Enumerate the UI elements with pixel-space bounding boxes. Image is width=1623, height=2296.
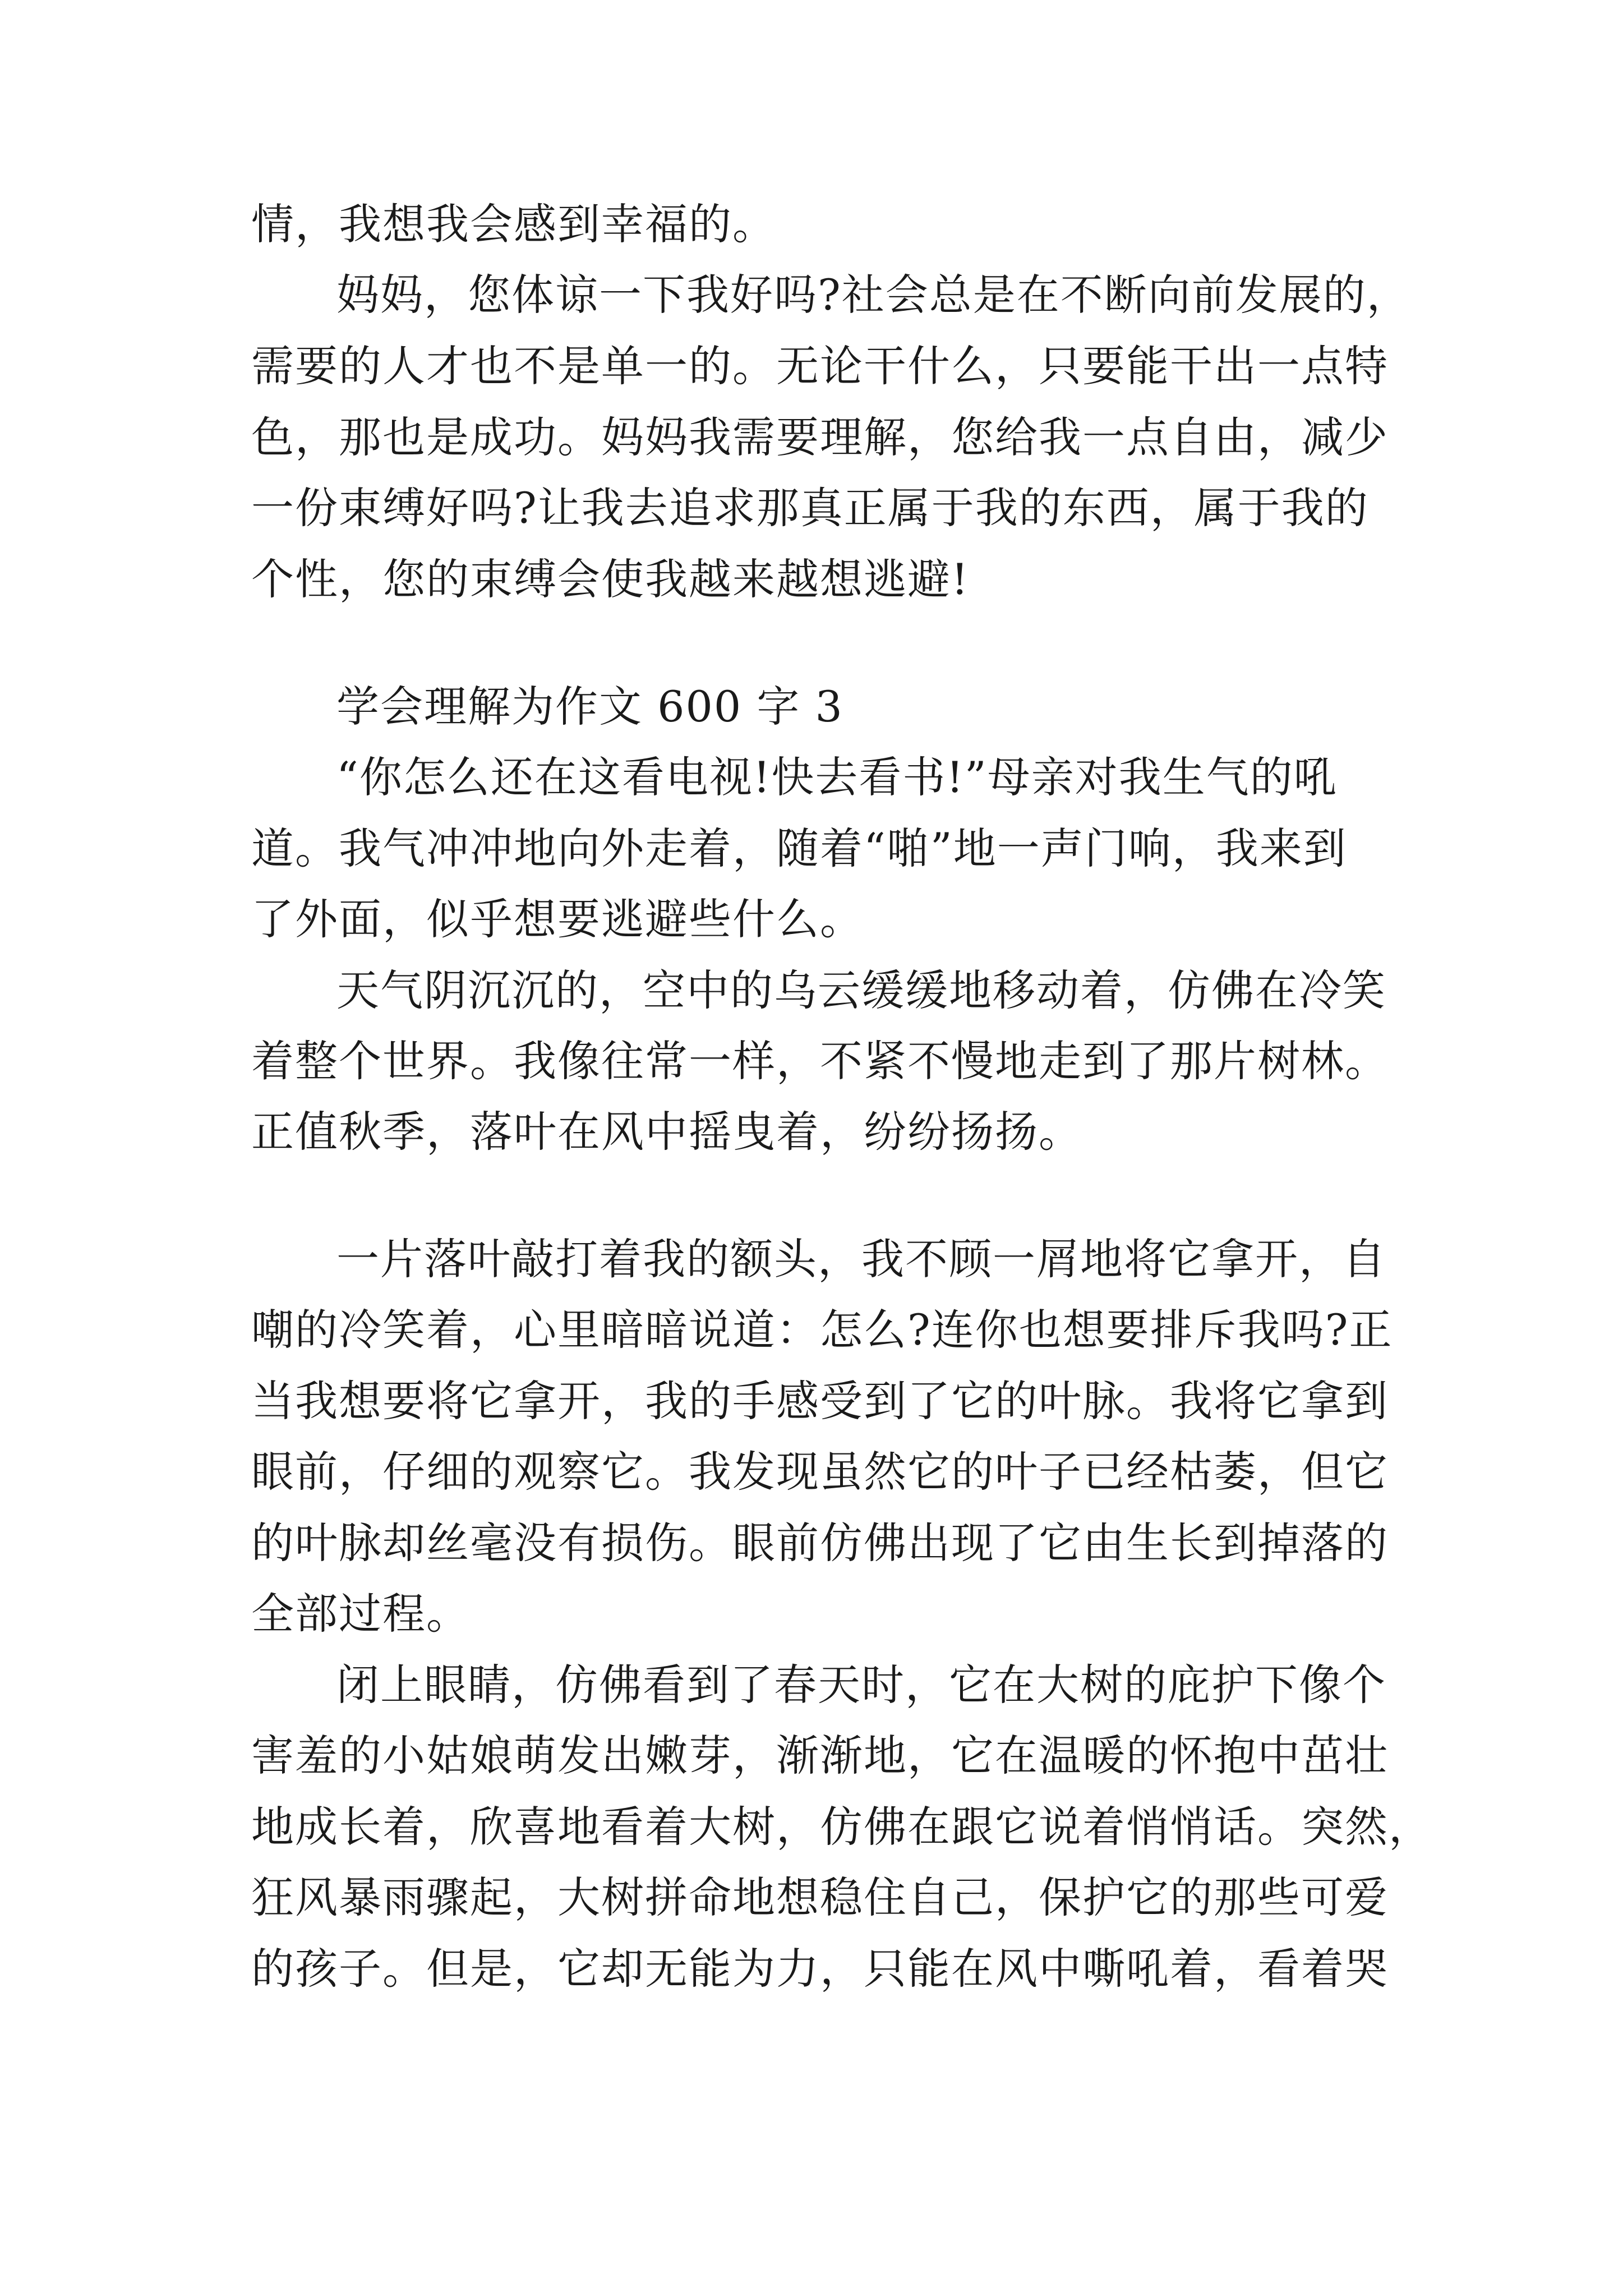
text-line: 害羞的小姑娘萌发出嫩芽，渐渐地，它在温暖的怀抱中茁壮 bbox=[251, 1731, 1389, 1780]
text-line: 色，那也是成功。妈妈我需要理解，您给我一点自由，减少 bbox=[251, 412, 1389, 462]
text-line: “你怎么还在这看电视!快去看书!”母亲对我生气的吼 bbox=[336, 752, 1338, 802]
text-line: 全部过程。 bbox=[251, 1589, 470, 1639]
text-line: 狂风暴雨骤起，大树拼命地想稳住自己，保护它的那些可爱 bbox=[251, 1872, 1389, 1922]
text-line: 一份束缚好吗?让我去追求那真正属于我的东西，属于我的 bbox=[251, 483, 1369, 533]
text-line: 需要的人才也不是单一的。无论干什么，只要能干出一点特 bbox=[251, 341, 1389, 391]
text-line: 道。我气冲冲地向外走着，随着“啪”地一声门响，我来到 bbox=[251, 823, 1347, 873]
text-line: 妈妈，您体谅一下我好吗?社会总是在不断向前发展的， bbox=[336, 270, 1410, 320]
section-heading: 学会理解为作文 600 字 3 bbox=[336, 682, 843, 731]
text-line: 嘲的冷笑着，心里暗暗说道：怎么?连你也想要排斥我吗?正 bbox=[251, 1305, 1393, 1355]
text-line: 的叶脉却丝毫没有损伤。眼前仿佛出现了它由生长到掉落的 bbox=[251, 1518, 1389, 1568]
text-line: 了外面，似乎想要逃避些什么。 bbox=[251, 894, 864, 944]
text-line: 一片落叶敲打着我的额头，我不顾一屑地将它拿开，自 bbox=[336, 1234, 1386, 1284]
text-line: 情，我想我会感到幸福的。 bbox=[251, 199, 776, 249]
text-line: 正值秋季，落叶在风中摇曳着，纷纷扬扬。 bbox=[251, 1107, 1082, 1157]
text-line: 当我想要将它拿开，我的手感受到了它的叶脉。我将它拿到 bbox=[251, 1376, 1389, 1426]
text-line: 地成长着，欣喜地看着大树，仿佛在跟它说着悄悄话。突然， bbox=[251, 1802, 1432, 1852]
text-line: 着整个世界。我像往常一样，不紧不慢地走到了那片树林。 bbox=[251, 1036, 1389, 1086]
text-line: 眼前，仔细的观察它。我发现虽然它的叶子已经枯萎，但它 bbox=[251, 1447, 1389, 1497]
text-line: 个性，您的束缚会使我越来越想逃避! bbox=[251, 554, 970, 604]
text-line: 天气阴沉沉的，空中的乌云缓缓地移动着，仿佛在冷笑 bbox=[336, 965, 1386, 1015]
text-line: 闭上眼睛，仿佛看到了春天时，它在大树的庇护下像个 bbox=[336, 1660, 1386, 1710]
text-line: 的孩子。但是，它却无能为力，只能在风中嘶吼着，看着哭 bbox=[251, 1944, 1389, 1994]
